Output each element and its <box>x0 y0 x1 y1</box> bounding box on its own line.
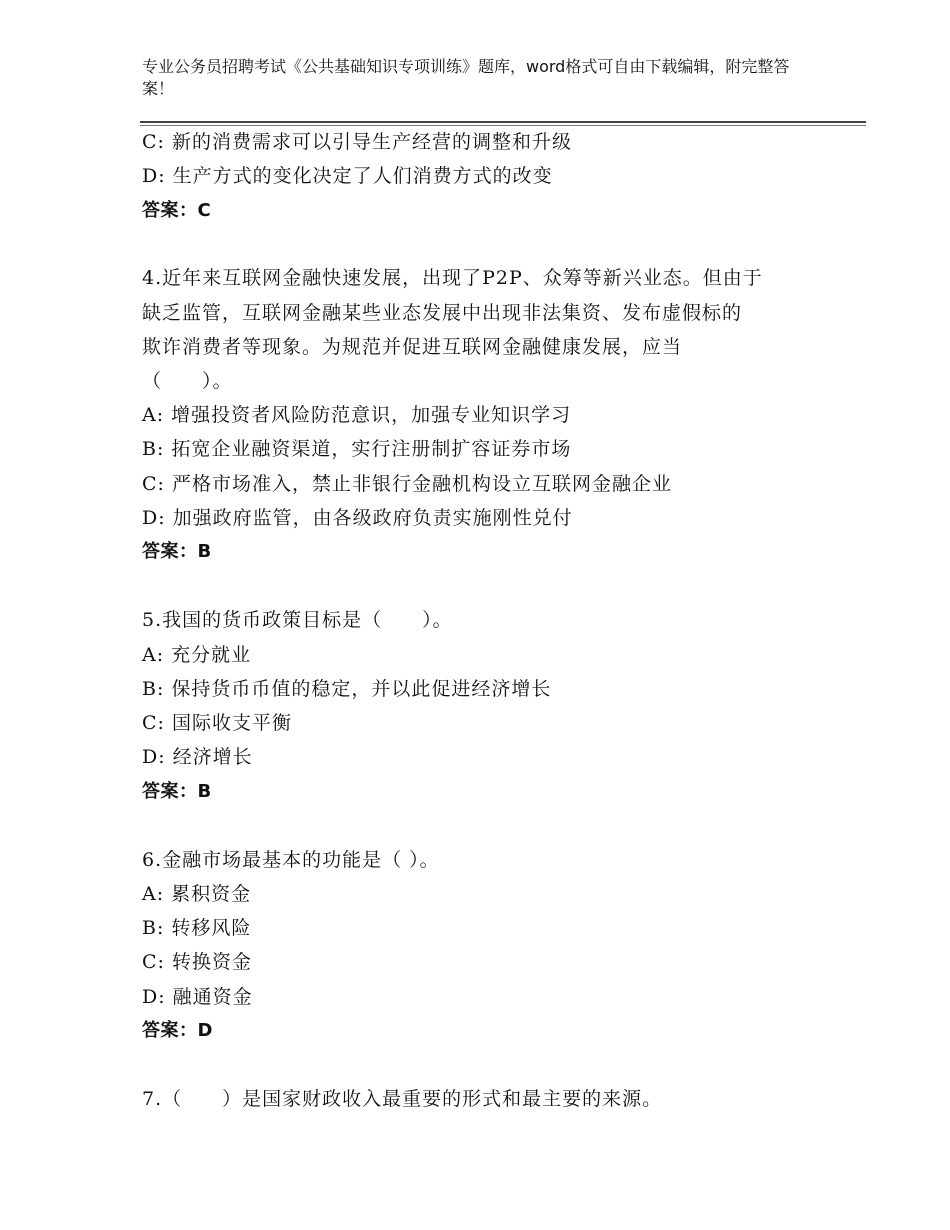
q5-option-d: D: 经济增长 <box>142 746 253 768</box>
prev-option-c: C: 新的消费需求可以引导生产经营的调整和升级 <box>142 131 572 153</box>
q4-option-d: D: 加强政府监管，由各级政府负责实施刚性兑付 <box>142 507 573 529</box>
page-header: 专业公务员招聘考试《公共基础知识专项训练》题库，word格式可自由下载编辑，附完整答案！ <box>142 57 790 98</box>
q7-stem: 7.（ ）是国家财政收入最重要的形式和最主要的来源。 <box>142 1088 663 1110</box>
q5-stem: 5.我国的货币政策目标是（ ）。 <box>142 609 453 631</box>
q6-option-c: C: 转换资金 <box>142 951 252 973</box>
q4-stem-line-4: （ ）。 <box>142 370 233 392</box>
q5-answer: 答案：B <box>142 781 212 802</box>
q4-stem-line-1: 4.近年来互联网金融快速发展，出现了P2P、众筹等新兴业态。但由于 <box>142 267 763 289</box>
q6-answer: 答案：D <box>142 1020 213 1041</box>
q5-option-b: B: 保持货币币值的稳定，并以此促进经济增长 <box>142 678 552 700</box>
header-rule-thick <box>140 121 866 123</box>
prev-option-d: D: 生产方式的变化决定了人们消费方式的改变 <box>142 165 553 187</box>
q5-option-c: C: 国际收支平衡 <box>142 712 292 734</box>
q4-answer: 答案：B <box>142 541 212 562</box>
q4-stem-line-3: 欺诈消费者等现象。为规范并促进互联网金融健康发展，应当 <box>142 336 683 358</box>
header-rule-thin <box>140 125 866 126</box>
q6-option-a: A: 累积资金 <box>142 883 252 905</box>
q6-option-d: D: 融通资金 <box>142 986 253 1008</box>
q4-option-a: A: 增强投资者风险防范意识，加强专业知识学习 <box>142 404 572 426</box>
q4-option-c: C: 严格市场准入，禁止非银行金融机构设立互联网金融企业 <box>142 473 672 495</box>
q6-stem: 6.金融市场最基本的功能是（ ）。 <box>142 849 440 871</box>
q6-option-b: B: 转移风险 <box>142 917 252 939</box>
q5-option-a: A: 充分就业 <box>142 644 252 666</box>
q4-option-b: B: 拓宽企业融资渠道，实行注册制扩容证券市场 <box>142 438 572 460</box>
prev-answer: 答案：C <box>142 200 212 221</box>
q4-stem-line-2: 缺乏监管，互联网金融某些业态发展中出现非法集资、发布虚假标的 <box>142 302 743 324</box>
